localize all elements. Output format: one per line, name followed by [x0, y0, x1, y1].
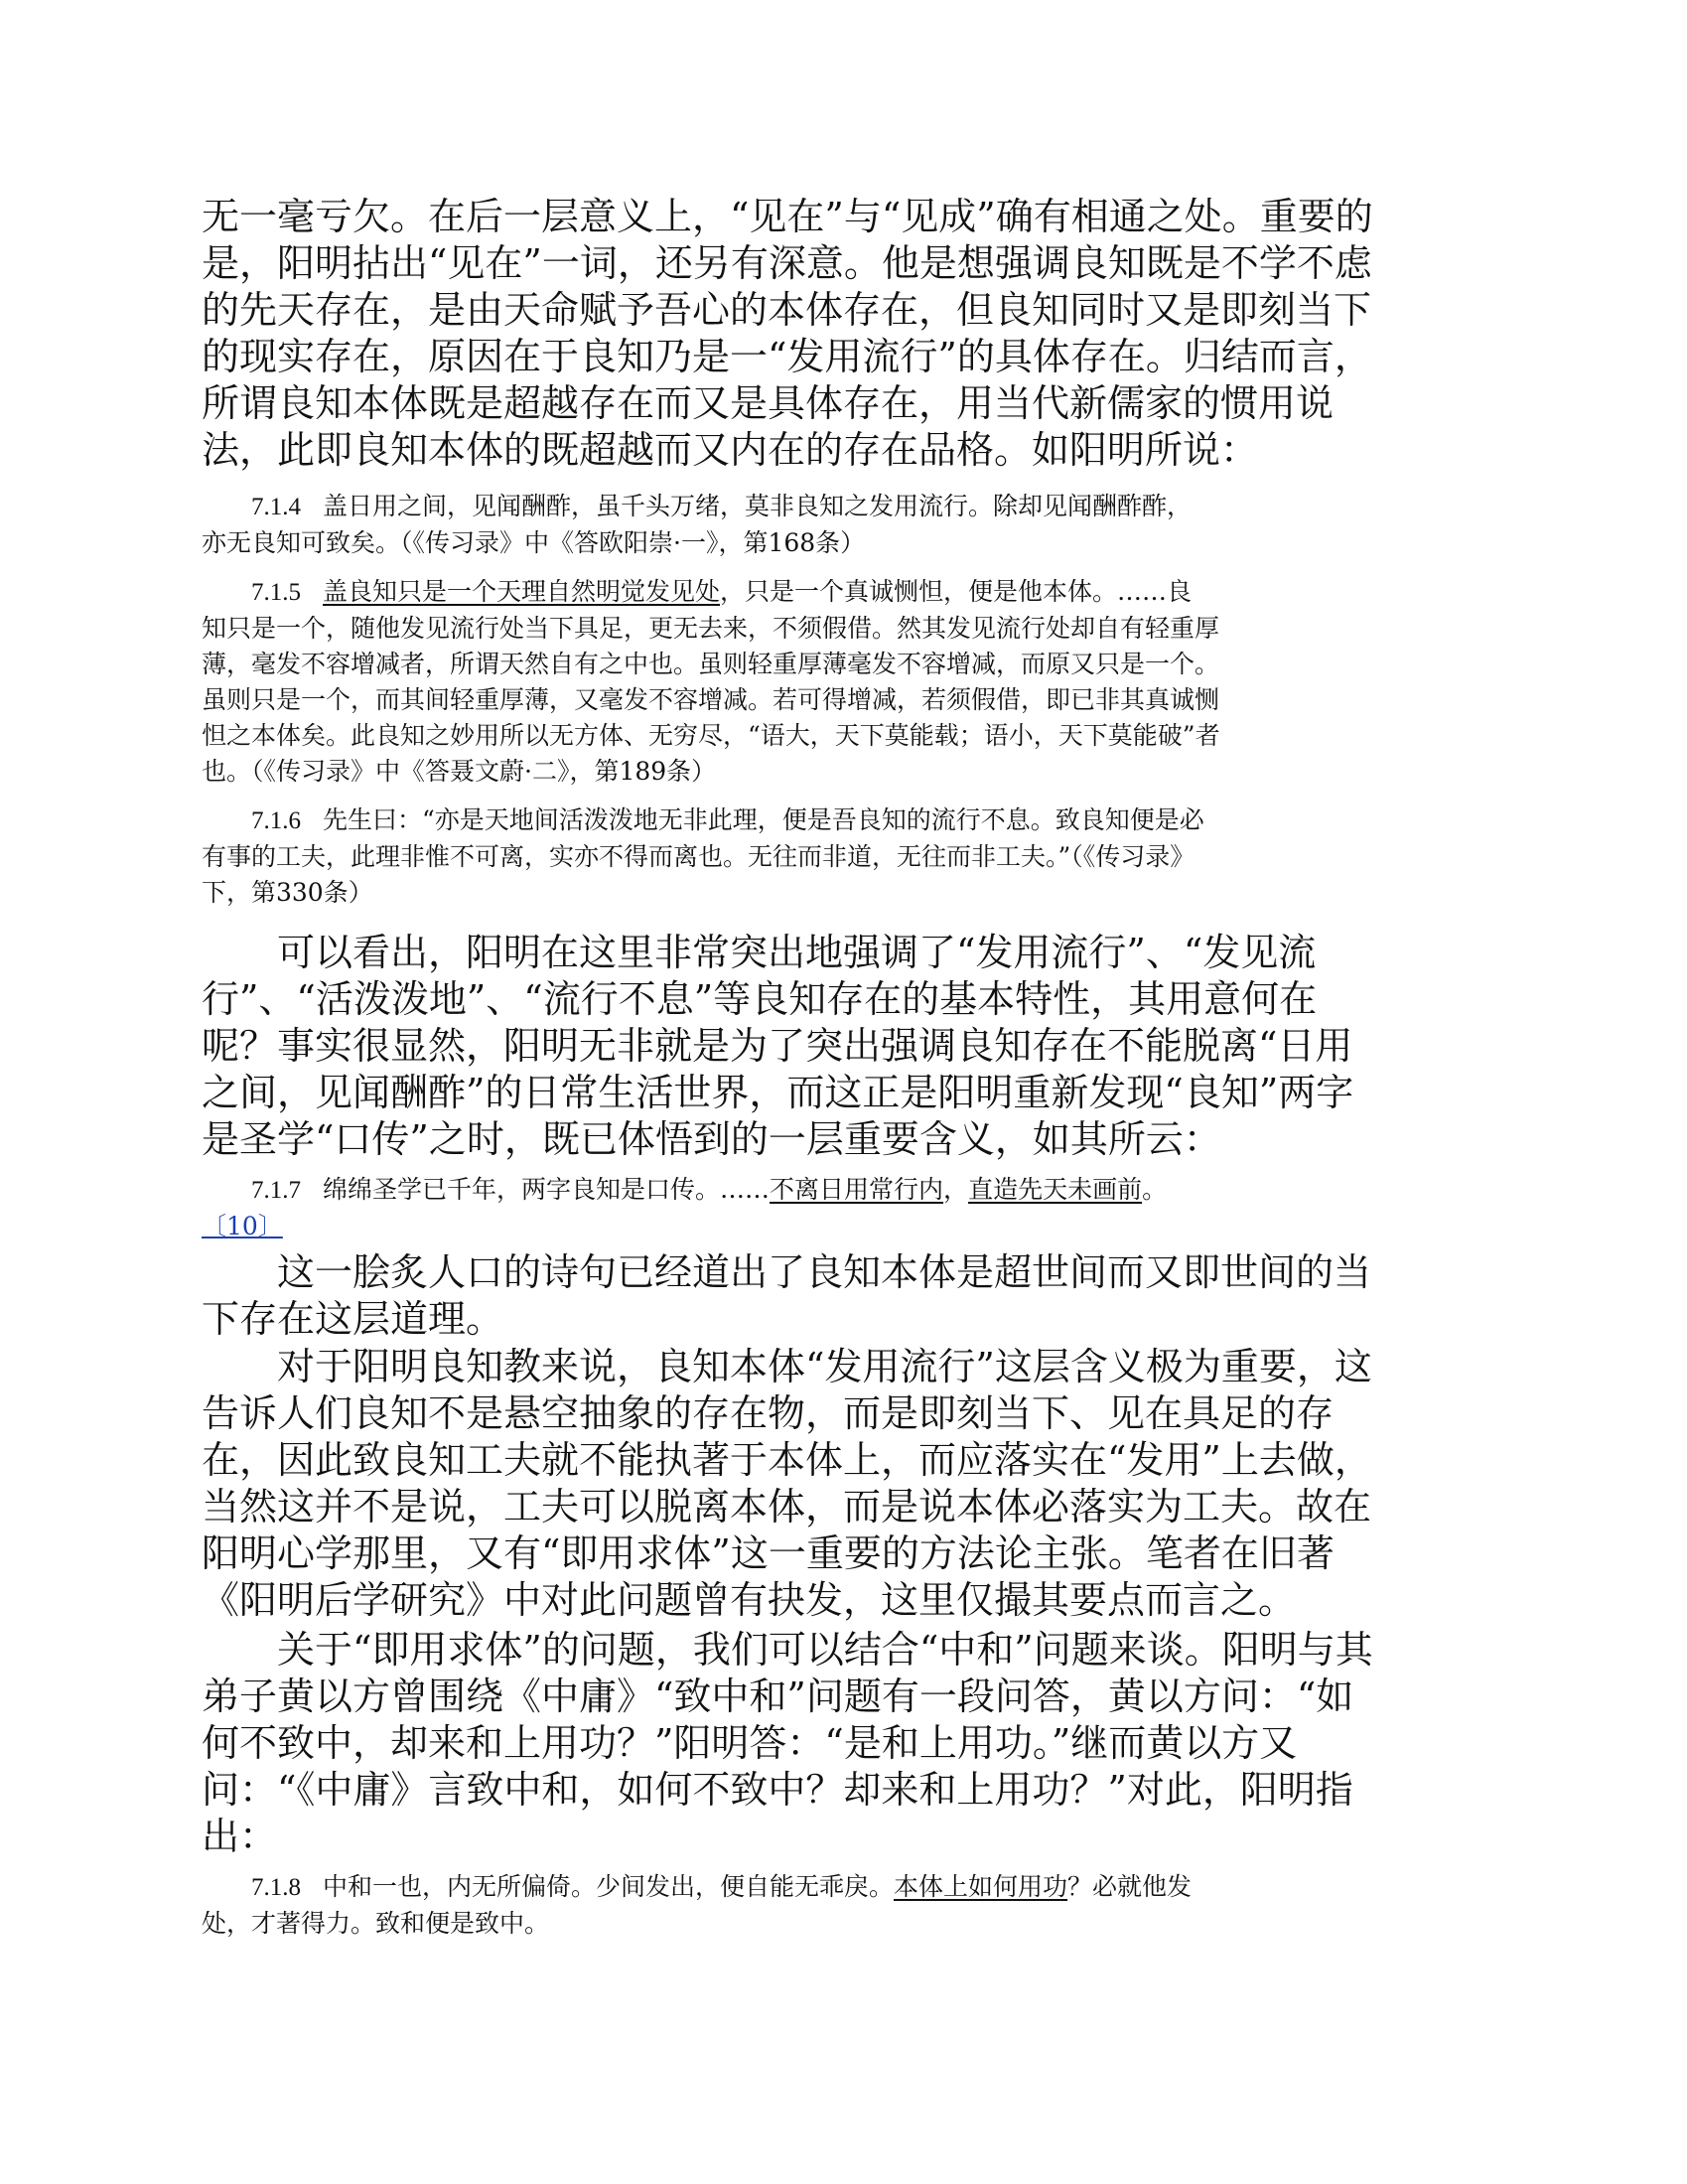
body-paragraph-4: [202, 1344, 1492, 1624]
quote-7-1-5: [202, 574, 1492, 790]
quote-text: 薄，毫发不容增减者，所谓天然自有之中也。虽则轻重厚薄毫发不容增减，而原又只是一个。: [202, 650, 1220, 678]
quote-7-1-6: [202, 802, 1492, 911]
quote-text: 绵绵圣学已千年，两字良知是口传。……: [323, 1175, 771, 1204]
text-line: 的现实存在，原因在于良知乃是一“发用流行”的具体存在。归结而言，: [202, 335, 1372, 378]
quote-text: 。: [1142, 1175, 1168, 1204]
quote-number: 7.1.4: [251, 494, 302, 520]
body-paragraph-2: [202, 930, 1492, 1163]
text-line: 《阳明后学研究》中对此问题曾有抉发，这里仅撮其要点而言之。: [202, 1578, 1297, 1622]
text-line: 弟子黄以方曾围绕《中庸》“致中和”问题有一段问答，黄以方问：“如: [202, 1674, 1354, 1718]
underlined-text: 盖良知只是一个天理自然明觉发见处: [323, 577, 721, 606]
text-line: 关于“即用求体”的问题，我们可以结合“中和”问题来谈。阳明与其: [202, 1628, 1373, 1672]
quote-text: 怛之本体矣。此良知之妙用所以无方体、无穷尽，“语大，天下莫能载；语小，天下莫能破”者: [202, 721, 1220, 750]
quote-7-1-7: [202, 1172, 1492, 1244]
text-line: 这一脍炙人口的诗句已经道出了良知本体是超世间而又即世间的当: [202, 1250, 1372, 1294]
text-line: 对于阳明良知教来说，良知本体“发用流行”这层含义极为重要，这: [202, 1345, 1372, 1388]
body-paragraph-1: [202, 194, 1492, 474]
quote-number: 7.1.5: [251, 579, 302, 606]
text-line: 是圣学“口传”之时，既已体悟到的一层重要含义，如其所云：: [202, 1117, 1221, 1161]
quote-text: 中和一也，内无所偏倚。少间发出，便自能无乖戾。: [323, 1872, 895, 1901]
text-line: 问：“《中庸》言致中和，如何不致中？却来和上用功？”对此，阳明指: [202, 1768, 1353, 1812]
text-line: 出：: [202, 1815, 278, 1858]
text-line: 之间，见闻酬酢”的日常生活世界，而这正是阳明重新发现“良知”两字: [202, 1071, 1354, 1114]
text-line: 告诉人们良知不是悬空抽象的存在物，而是即刻当下、见在具足的存: [202, 1391, 1335, 1435]
text-line: 阳明心学那里，又有“即用求体”这一重要的方法论主张。笔者在旧著: [202, 1531, 1335, 1575]
underlined-text: 本体上如何用功: [894, 1872, 1068, 1901]
text-line: 当然这并不是说，工夫可以脱离本体，而是说本体必落实为工夫。故在: [202, 1485, 1372, 1529]
quote-text: 虽则只是一个，而其间轻重厚薄，又毫发不容增减。若可得增减，若须假借，即已非其真诚恻: [202, 685, 1220, 714]
text-line: 所谓良知本体既是超越存在而又是具体存在，用当代新儒家的惯用说: [202, 381, 1335, 425]
quote-text: 知只是一个，随他发见流行处当下具足，更无去来，不须假借。然其发见流行处却自有轻重厚: [202, 614, 1220, 643]
underlined-text: 不离日用常行内: [770, 1175, 944, 1204]
quote-7-1-8: [202, 1869, 1492, 1942]
quote-text: 盖日用之间，见闻酬酢，虽千头万绪，莫非良知之发用流行。除却见闻酬酢酢，: [323, 492, 1193, 520]
quote-text: 有事的工夫，此理非惟不可离，实亦不得而离也。无往而非道，无往而非工夫。”（《传习录》: [202, 842, 1195, 871]
quote-text: ？必就他发: [1067, 1872, 1193, 1901]
quote-text: 下，第330条）: [202, 878, 373, 907]
underlined-text: 直造先天未画前: [968, 1175, 1143, 1204]
text-line: 下存在这层道理。: [202, 1297, 504, 1341]
text-line: 何不致中，却来和上用功？”阳明答：“是和上用功。”继而黄以方又: [202, 1721, 1298, 1765]
quote-text: 先生曰：“亦是天地间活泼泼地无非此理，便是吾良知的流行不息。致良知便是必: [323, 805, 1204, 834]
text-line: 法，此即良知本体的既超越而又内在的存在品格。如阳明所说：: [202, 428, 1259, 472]
footnote-link[interactable]: 〔10〕: [202, 1212, 283, 1240]
quote-text: 也。（《传习录》中《答聂文蔚·二》，第189条）: [202, 757, 717, 786]
text-line: 无一毫亏欠。在后一层意义上，“见在”与“见成”确有相通之处。重要的: [202, 195, 1373, 238]
text-line: 是，阳明拈出“见在”一词，还另有深意。他是想强调良知既是不学不虑: [202, 241, 1372, 285]
quote-text: 亦无良知可致矣。（《传习录》中《答欧阳崇·一》，第168条）: [202, 528, 866, 557]
text-line: 的先天存在，是由天命赋予吾心的本体存在，但良知同时又是即刻当下: [202, 288, 1372, 332]
text-line: 在，因此致良知工夫就不能执著于本体上，而应落实在“发用”上去做，: [202, 1438, 1372, 1482]
quote-text: ，: [943, 1175, 969, 1204]
body-paragraph-5: [202, 1627, 1492, 1860]
quote-text: ，只是一个真诚恻怛，便是他本体。……良: [720, 577, 1193, 606]
text-line: 行”、“活泼泼地”、“流行不息”等良知存在的基本特性，其用意何在: [202, 977, 1318, 1021]
quote-text: 处，才著得力。致和便是致中。: [202, 1909, 550, 1938]
text-line: 呢？事实很显然，阳明无非就是为了突出强调良知存在不能脱离“日用: [202, 1024, 1353, 1068]
text-line: 可以看出，阳明在这里非常突出地强调了“发用流行”、“发见流: [202, 931, 1317, 974]
quote-7-1-4: [202, 489, 1492, 561]
quote-number: 7.1.6: [251, 807, 302, 834]
quote-number: 7.1.7: [251, 1177, 302, 1204]
quote-number: 7.1.8: [251, 1874, 302, 1901]
body-paragraph-3: [202, 1249, 1492, 1343]
